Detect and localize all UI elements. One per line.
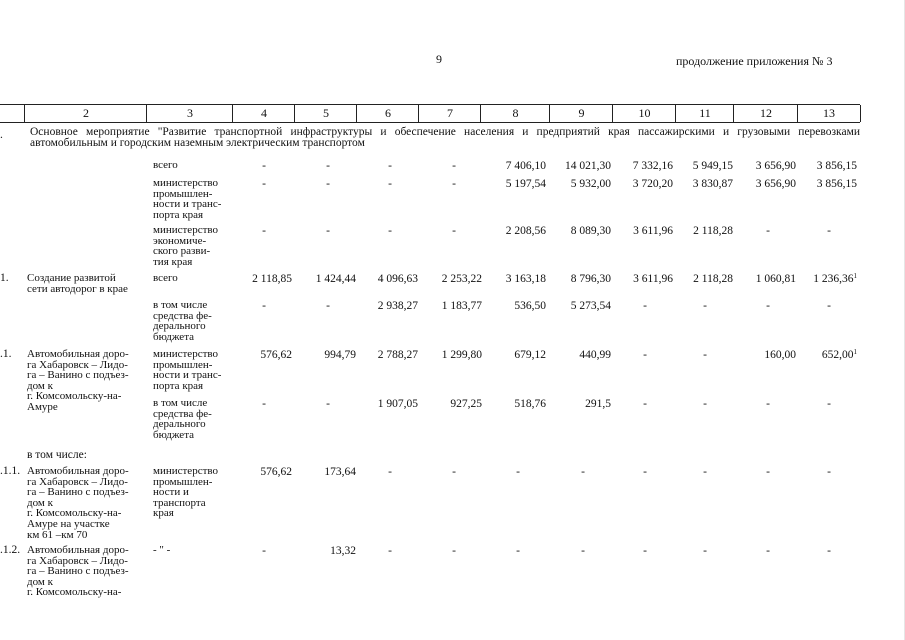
row-value-text: - [581,466,585,478]
row-value [819,466,839,478]
row-name-line: га Хабаровск – Лидо- [27,358,128,371]
row-value-text: 3 830,87 [692,178,733,190]
row-value-text: 5 949,15 [692,160,733,172]
row-value-text: 173,64 [324,466,356,478]
row-value-text: - [827,225,831,237]
row-name-line: Амуре на участке [27,518,110,530]
row-value-text: - [516,466,520,478]
row-value-text: - [827,398,831,410]
row-source-line: ности и транс- [153,369,222,382]
row-value [817,160,857,172]
row-value-text: - [766,300,770,312]
row-value [378,398,418,410]
row-name-line: га – Ванино с подъез- [27,565,129,578]
row-value [819,398,839,410]
row-value [571,225,611,237]
row-value-text: 160,00 [764,349,796,361]
row-value-text: 7 332,16 [632,160,673,172]
row-value [444,225,464,237]
row-value [318,300,338,312]
row-value-text: - [326,398,330,410]
row-value [693,178,733,190]
row-value [444,466,464,478]
row-name-line: г. Комсомольску-на- [27,390,122,403]
column-number: 11 [675,105,734,122]
row-value-text: - [581,545,585,557]
row-value [378,349,418,361]
row-value-text: 1 236,36 [813,273,854,285]
column-number: 6 [356,105,419,122]
row-value [633,160,673,172]
row-value-text: 1 060,81 [755,273,796,285]
row-value-text: - [388,545,392,557]
row-value-text: - [766,225,770,237]
row-source-line: промышлен- [153,358,213,371]
row-value-text: 1 183,77 [441,300,482,312]
row-value [506,178,546,190]
row-source-line: дерального [153,320,206,333]
row-value-text: 13,32 [330,545,356,557]
row-value-text: - [643,466,647,478]
row-value-text: - [452,160,456,172]
row-value [514,398,546,410]
row-source-line: в том числе [153,397,208,409]
row-value [252,273,292,285]
row-value [635,545,655,557]
row-value-text: - [388,225,392,237]
row-name-line: Амуре [27,401,58,413]
row-source-line: всего [153,272,178,284]
row-value-text: - [643,398,647,410]
main-event-marker: . [0,129,3,141]
row-value [573,466,593,478]
row-value-text: 2 788,27 [377,349,418,361]
row-value [813,273,857,285]
row-name-line: Создание развитой [27,272,116,284]
page-number: 9 [436,52,442,66]
row-value-text: - [452,225,456,237]
row-value-text: - [388,160,392,172]
row-value [508,466,528,478]
row-name-line: дом к [27,379,53,392]
row-value-text: 440,99 [579,349,611,361]
row-name-line: км 61 –км 70 [27,528,88,541]
row-source-line: промышлен- [153,475,213,488]
row-value-text: 1 907,05 [377,398,418,410]
column-number: 3 [146,105,233,122]
row-source-line: всего [153,159,178,171]
row-source-line: порта края [153,208,204,221]
row-value-text: 576,62 [260,466,292,478]
row-value [756,273,796,285]
row-value-text: 3 611,96 [633,225,673,237]
row-value [254,545,274,557]
row-value-text: 5 197,54 [505,178,546,190]
row-value [633,273,673,285]
row-value [318,225,338,237]
column-number: 9 [549,105,613,122]
row-value [695,466,715,478]
row-value [508,545,528,557]
row-value-text: 291,5 [585,398,611,410]
row-value-text: 652,00 [821,349,854,361]
row-value [635,349,655,361]
row-value-text: - [262,398,266,410]
row-source-line: ности и транс- [153,198,222,211]
row-value-text: 927,25 [450,398,482,410]
row-value [571,300,611,312]
row-value [444,178,464,190]
row-value [254,160,274,172]
row-value [758,300,778,312]
row-value [565,160,611,172]
row-value [506,225,546,237]
row-value [318,160,338,172]
row-value-text: - [388,466,392,478]
row-value-text: 3 856,15 [816,160,857,172]
row-value [819,225,839,237]
row-source-line: министерство [153,177,219,189]
row-value-text: 576,62 [260,349,292,361]
row-value [380,466,400,478]
row-value-text: 3 656,90 [755,178,796,190]
row-value [316,273,356,285]
row-value [819,545,839,557]
row-value [260,466,292,478]
column-number-row [0,104,860,123]
row-value [254,178,274,190]
row-value-text: 518,76 [514,398,546,410]
row-source-line: средства фе- [153,407,212,420]
row-value-text: - [262,545,266,557]
row-value-text: - [326,300,330,312]
row-value-text: - [388,178,392,190]
row-source-line: экономиче- [153,234,207,247]
row-value [817,178,857,190]
row-value-text: 1 424,44 [315,273,356,285]
row-value-text: 14 021,30 [565,160,611,172]
row-value [633,178,673,190]
row-value [756,160,796,172]
row-source-line: бюджета [153,330,195,343]
row-value-text: 3 656,90 [755,160,796,172]
row-value-text: - [262,225,266,237]
row-value-text: - [703,466,707,478]
including-label: в том числе: [27,449,87,461]
row-value-text: - [643,349,647,361]
row-value [380,178,400,190]
row-source-line: - " - [153,544,171,556]
row-value-text: - [326,178,330,190]
footnote-marker: 1 [853,272,857,280]
row-value [442,300,482,312]
row-value [254,398,274,410]
column-number: 8 [480,105,550,122]
row-number: .1. [0,348,12,360]
row-value-text: 5 273,54 [570,300,611,312]
row-value [585,398,611,410]
row-value [758,466,778,478]
row-value [571,273,611,285]
row-value [380,545,400,557]
row-value [380,160,400,172]
row-value [635,466,655,478]
row-value [318,178,338,190]
row-value-text: - [703,349,707,361]
row-source-line: ности и [153,486,189,499]
row-value [758,398,778,410]
row-value-text: 2 938,27 [377,300,418,312]
row-value-text: 4 096,63 [377,273,418,285]
row-value [695,349,715,361]
row-source-line: тия края [153,255,193,268]
column-number: 12 [733,105,798,122]
row-value [260,349,292,361]
row-name-line: дом к [27,575,53,588]
row-value [442,273,482,285]
row-value [318,398,338,410]
row-name-line: Автомобильная доро- [27,465,129,477]
row-source-line: бюджета [153,428,195,441]
row-value-text: - [452,545,456,557]
row-source-line: транспорта [153,496,206,509]
continuation-label: продолжение приложения № 3 [676,54,833,68]
row-value [633,225,673,237]
row-source-line: промышлен- [153,187,213,200]
row-value [514,300,546,312]
row-name-line: г. Комсомольску-на- [27,507,122,520]
row-name-line: сети автодорог в крае [27,282,128,295]
row-value-text: - [703,398,707,410]
row-value-text: 2 118,28 [693,273,733,285]
row-name-line: га Хабаровск – Лидо- [27,554,128,567]
row-value [693,160,733,172]
row-value-text: - [516,545,520,557]
row-value [378,273,418,285]
row-value [330,545,356,557]
row-value [442,349,482,361]
row-value-text: 7 406,10 [505,160,546,172]
row-value-text: 3 856,15 [816,178,857,190]
row-value [444,160,464,172]
row-value-text: - [703,545,707,557]
row-value-text: 2 253,22 [441,273,482,285]
row-source-line: министерство [153,465,219,477]
row-value [758,545,778,557]
row-value [693,273,733,285]
row-value [573,545,593,557]
row-value-text: - [326,160,330,172]
row-value-text: - [262,178,266,190]
row-value-text: - [262,300,266,312]
row-value [324,466,356,478]
row-value-text: - [766,545,770,557]
column-number: 13 [797,105,861,122]
row-source-line: министерство [153,224,219,236]
row-value [635,300,655,312]
row-value-text: - [827,545,831,557]
row-source-line: дерального [153,418,206,431]
row-name-line: га – Ванино с подъез- [27,486,129,499]
row-value [764,349,796,361]
row-source-line: средства фе- [153,309,212,322]
row-name-line: Автомобильная доро- [27,348,129,360]
column-number: 7 [418,105,481,122]
column-number: 2 [24,105,147,122]
row-value-text: - [262,160,266,172]
row-source-line: ского разви- [153,245,211,258]
row-value-text: 536,50 [514,300,546,312]
column-number: 4 [232,105,295,122]
row-number: .1.1. [0,465,21,477]
row-value [695,398,715,410]
row-value-text: - [643,300,647,312]
column-number: 5 [294,105,357,122]
row-name-line: га – Ванино с подъез- [27,369,129,382]
row-source-line: порта края [153,379,204,392]
row-number: .1.2. [0,544,21,556]
row-value-text: 994,79 [324,349,356,361]
row-value-text: 5 932,00 [570,178,611,190]
row-value-text: - [326,225,330,237]
row-source-line: министерство [153,348,219,360]
row-value [571,178,611,190]
row-value [822,349,857,361]
row-value [506,273,546,285]
row-value [579,349,611,361]
row-value-text: 1 299,80 [441,349,482,361]
row-number: 1. [0,272,9,284]
row-name-line: Автомобильная доро- [27,544,129,556]
row-value [380,225,400,237]
row-value [254,225,274,237]
main-event-title: Основное мероприятие "Развитие транспортной инфраструктуры и обеспечение населения и предприятий края пассажирскими и грузовыми перевозками автомобильным и городским наземным электрическим транспортом [30,126,860,149]
row-value-text: 3 163,18 [505,273,546,285]
row-source-line: в том числе [153,299,208,311]
row-value [506,160,546,172]
row-value-text: 679,12 [514,349,546,361]
row-value-text: - [827,300,831,312]
row-value [450,398,482,410]
row-value-text: 2 208,56 [505,225,546,237]
row-value [378,300,418,312]
column-number: 10 [612,105,676,122]
row-value [635,398,655,410]
row-value [324,349,356,361]
row-value-text: 2 118,28 [693,225,733,237]
row-value-text: - [452,178,456,190]
row-value-text: 3 611,96 [633,273,673,285]
row-value [695,300,715,312]
row-value-text: - [766,466,770,478]
row-value-text: - [703,300,707,312]
row-value-text: 8 796,30 [570,273,611,285]
row-name-line: га Хабаровск – Лидо- [27,475,128,488]
row-value [254,300,274,312]
row-value-text: - [766,398,770,410]
row-value-text: 2 118,85 [252,273,292,285]
row-value [756,178,796,190]
row-source-line: края [153,507,174,520]
row-value-text: 8 089,30 [570,225,611,237]
row-value [514,349,546,361]
row-value [695,545,715,557]
footnote-marker: 1 [853,348,857,356]
row-value [819,300,839,312]
row-name-line: г. Комсомольску-на- [27,586,122,599]
row-value-text: 3 720,20 [632,178,673,190]
row-value-text: - [643,545,647,557]
row-value [693,225,733,237]
row-value-text: - [827,466,831,478]
row-name-line: дом к [27,496,53,509]
row-value-text: - [452,466,456,478]
row-value [758,225,778,237]
row-value [444,545,464,557]
